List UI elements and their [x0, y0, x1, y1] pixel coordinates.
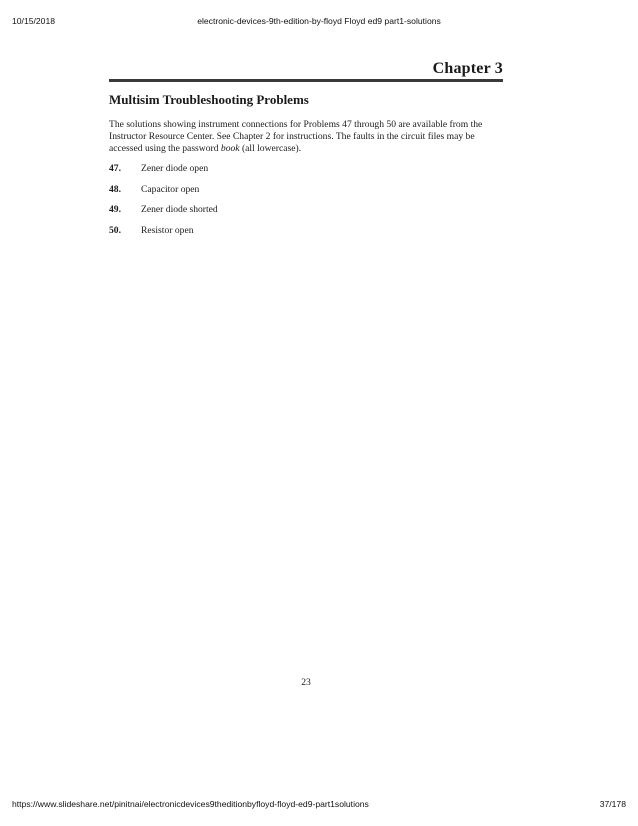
problem-item — [109, 184, 489, 205]
problem-number: 50. — [109, 224, 121, 236]
problem-text: Resistor open — [141, 224, 194, 236]
problem-number: 47. — [109, 163, 121, 174]
problem-number: 49. — [109, 204, 121, 215]
heading-rule — [109, 79, 503, 82]
problem-number: 48. — [109, 183, 121, 195]
problem-item — [109, 225, 489, 246]
print-header-date: 10/15/2018 — [12, 16, 56, 26]
problem-item — [109, 163, 489, 184]
section-title: Multisim Troubleshooting Problems — [109, 92, 309, 107]
problem-text: Zener diode shorted — [141, 204, 218, 215]
problem-list — [109, 163, 489, 245]
source-url: https://www.slideshare.net/pinitnai/electronicdevices9theditionbyfloyd-floyd-ed9-part1solutions — [12, 799, 369, 809]
intro-text: accessed using the password — [109, 142, 221, 154]
print-footer — [0, 799, 638, 811]
intro-line: The solutions showing instrument connections for Problems 47 through 50 are available from the — [109, 119, 483, 130]
problem-text: Zener diode open — [141, 163, 209, 174]
intro-paragraph — [109, 119, 509, 154]
problem-item — [109, 204, 489, 225]
print-header-title: electronic-devices-9th-edition-by-floyd Floyd ed9 part1-solutions — [197, 16, 441, 26]
page-number: 23 — [301, 677, 311, 688]
page-counter: 37/178 — [599, 799, 626, 809]
password-text: book — [220, 142, 240, 154]
intro-line: Instructor Resource Center. See Chapter 2 for instructions. The faults in the circuit files may be — [109, 130, 475, 142]
problem-text: Capacitor open — [141, 183, 200, 195]
chapter-heading: Chapter 3 — [432, 60, 503, 77]
intro-text: (all lowercase). — [239, 142, 302, 154]
intro-line — [109, 143, 509, 155]
